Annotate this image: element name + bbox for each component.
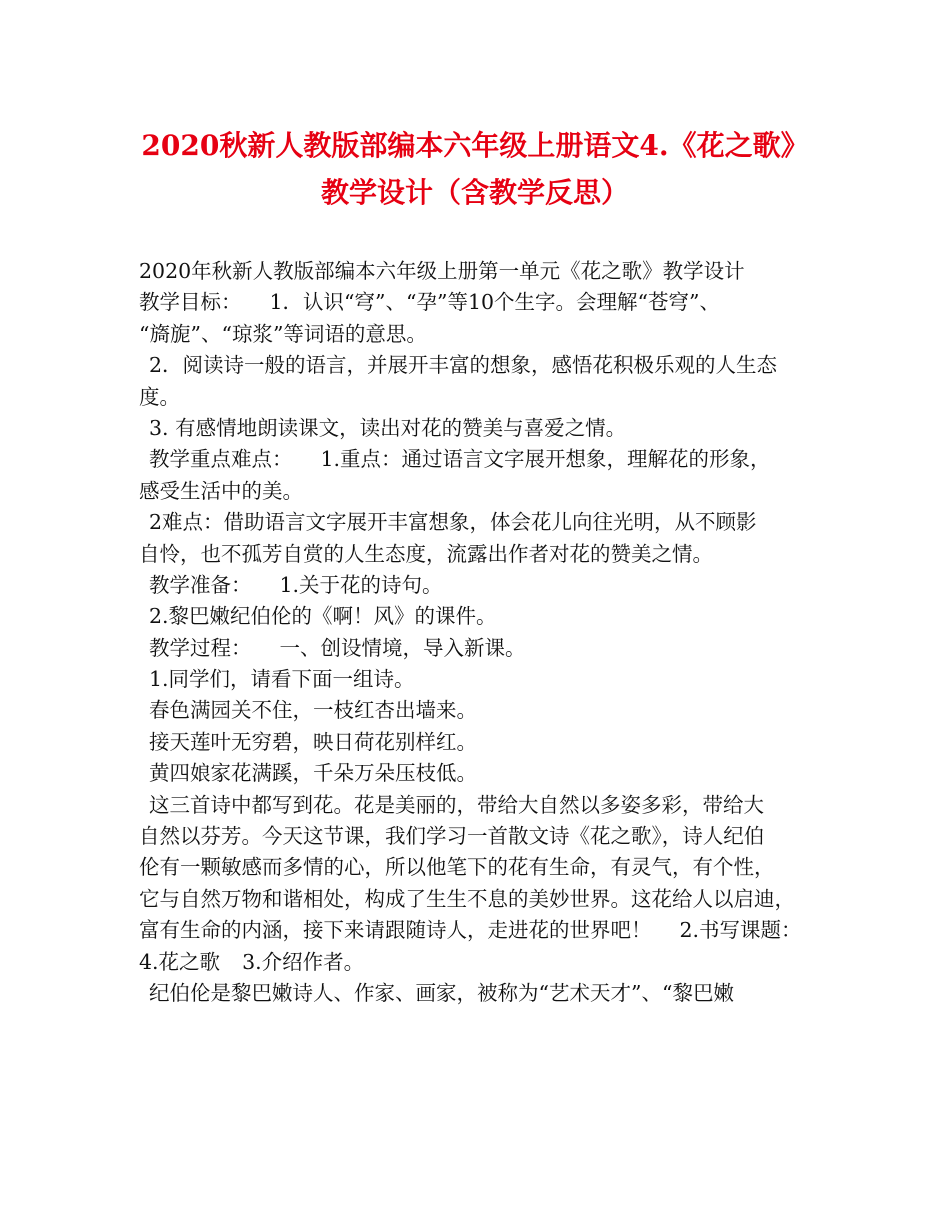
- text-line: 3. 有感情地朗读课文，读出对花的赞美与喜爱之情。: [149, 415, 627, 440]
- document-body: [139, 256, 829, 1009]
- text-line: 教学准备： 1.关于花的诗句。: [149, 572, 443, 597]
- text-line: “旖旎”、“琼浆”等词语的意思。: [139, 321, 427, 346]
- text-line: 2.黎巴嫩纪伯伦的《啊！风》的课件。: [149, 604, 497, 629]
- text-line: 1.同学们，请看下面一组诗。: [149, 667, 415, 692]
- text-line: 2难点：借助语言文字展开丰富想象，体会花儿向往光明，从不顾影: [149, 510, 757, 535]
- text-line: 4.花之歌 3.介绍作者。: [139, 949, 365, 974]
- text-line: 它与自然万物和谐相处，构成了生生不息的美妙世界。这花给人以启迪，: [139, 886, 795, 911]
- text-line: 自怜，也不孤芳自赏的人生态度，流露出作者对花的赞美之情。: [139, 541, 713, 566]
- text-line: 纪伯伦是黎巴嫩诗人、作家、画家，被称为“艺术天才”、“黎巴嫩: [149, 980, 734, 1005]
- text-line: 2．阅读诗一般的语言，并展开丰富的想象，感悟花积极乐观的人生态: [149, 353, 778, 378]
- text-line: 教学目标： 1．认识“穹”、“孕”等10个生字。会理解“苍穹”、: [139, 290, 721, 315]
- text-line: 度。: [139, 384, 180, 409]
- text-line: 黄四娘家花满蹊，千朵万朵压枝低。: [149, 761, 477, 786]
- text-line: 春色满园关不住，一枝红杏出墙来。: [149, 698, 477, 723]
- text-line: 2020年秋新人教版部编本六年级上册第一单元《花之歌》教学设计: [139, 259, 745, 283]
- text-line: 富有生命的内涵，接下来请跟随诗人，走进花的世界吧！ 2.书写课题：: [139, 918, 802, 943]
- document-title-line-2: 教学设计（含教学反思）: [320, 176, 629, 209]
- text-line: 这三首诗中都写到花。花是美丽的，带给大自然以多姿多彩，带给大: [149, 792, 764, 817]
- document-title-line-1: 2020秋新人教版部编本六年级上册语文4.《花之歌》: [141, 129, 809, 162]
- text-line: 教学重点难点： 1.重点：通过语言文字展开想象，理解花的形象，: [149, 447, 771, 472]
- text-line: 教学过程： 一、创设情境，导入新课。: [149, 635, 526, 660]
- text-line: 伦有一颗敏感而多情的心，所以他笔下的花有生命，有灵气，有个性，: [139, 855, 775, 880]
- text-line: 接天莲叶无穷碧，映日荷花别样红。: [149, 729, 477, 754]
- text-line: 自然以芬芳。今天这节课，我们学习一首散文诗《花之歌》，诗人纪伯: [139, 824, 765, 849]
- text-line: 感受生活中的美。: [139, 478, 303, 503]
